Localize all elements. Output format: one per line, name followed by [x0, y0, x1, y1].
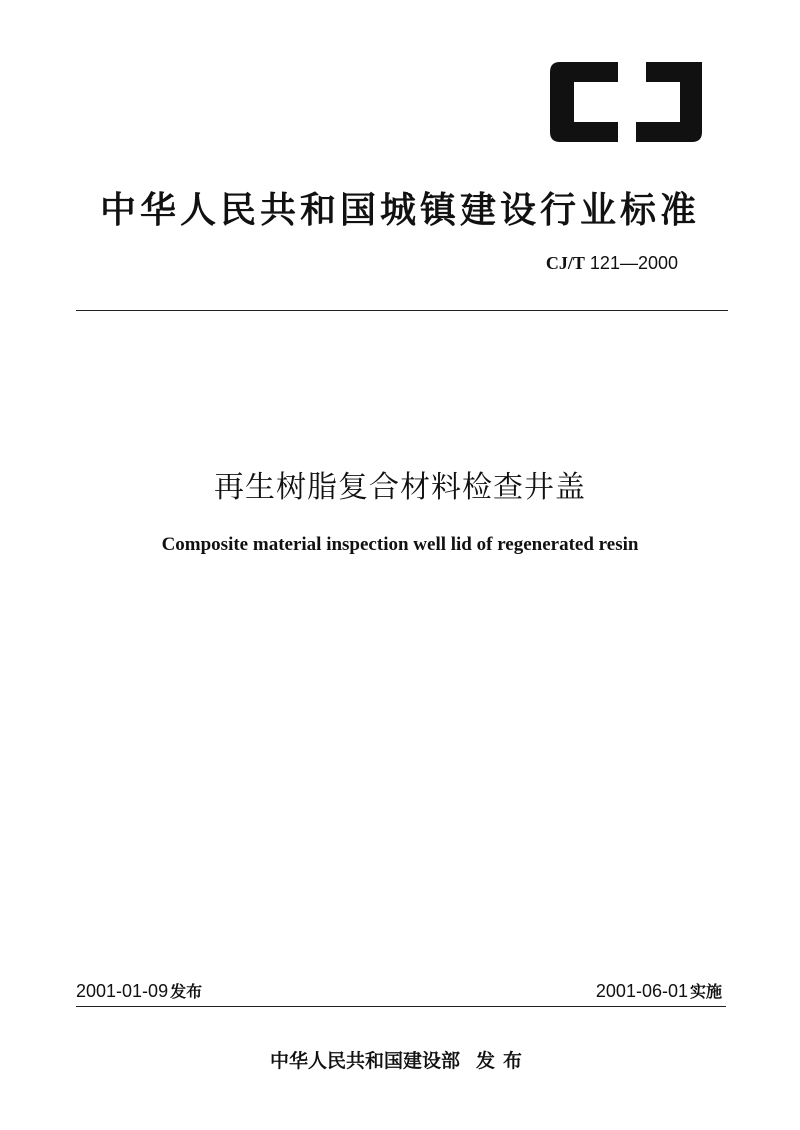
implementation-date-label: 实施: [689, 982, 722, 1001]
issue-date-label: 发布: [170, 982, 203, 1001]
issuer-action: 发布: [476, 1050, 531, 1072]
document-title-chinese: 再生树脂复合材料检查井盖: [214, 470, 586, 505]
issuing-authority: [200, 1046, 600, 1073]
standard-prefix: CJ/T: [545, 253, 585, 273]
top-divider: [76, 310, 728, 311]
standard-code: 121—2000: [589, 253, 678, 273]
issue-date: [76, 979, 202, 1002]
standard-number: [546, 253, 678, 274]
issue-date-value: 2001-01-09: [76, 981, 169, 1001]
implementation-date: [596, 979, 722, 1002]
bottom-divider: [76, 1006, 726, 1007]
issuer-name: 中华人民共和国建设部: [269, 1050, 460, 1072]
cj-logo: [546, 62, 706, 142]
standard-category-title: 中华人民共和国城镇建设行业标准: [99, 190, 700, 231]
document-title-english: Composite material inspection well lid of regenerated resin: [161, 534, 639, 555]
implementation-date-value: 2001-06-01: [595, 981, 688, 1001]
